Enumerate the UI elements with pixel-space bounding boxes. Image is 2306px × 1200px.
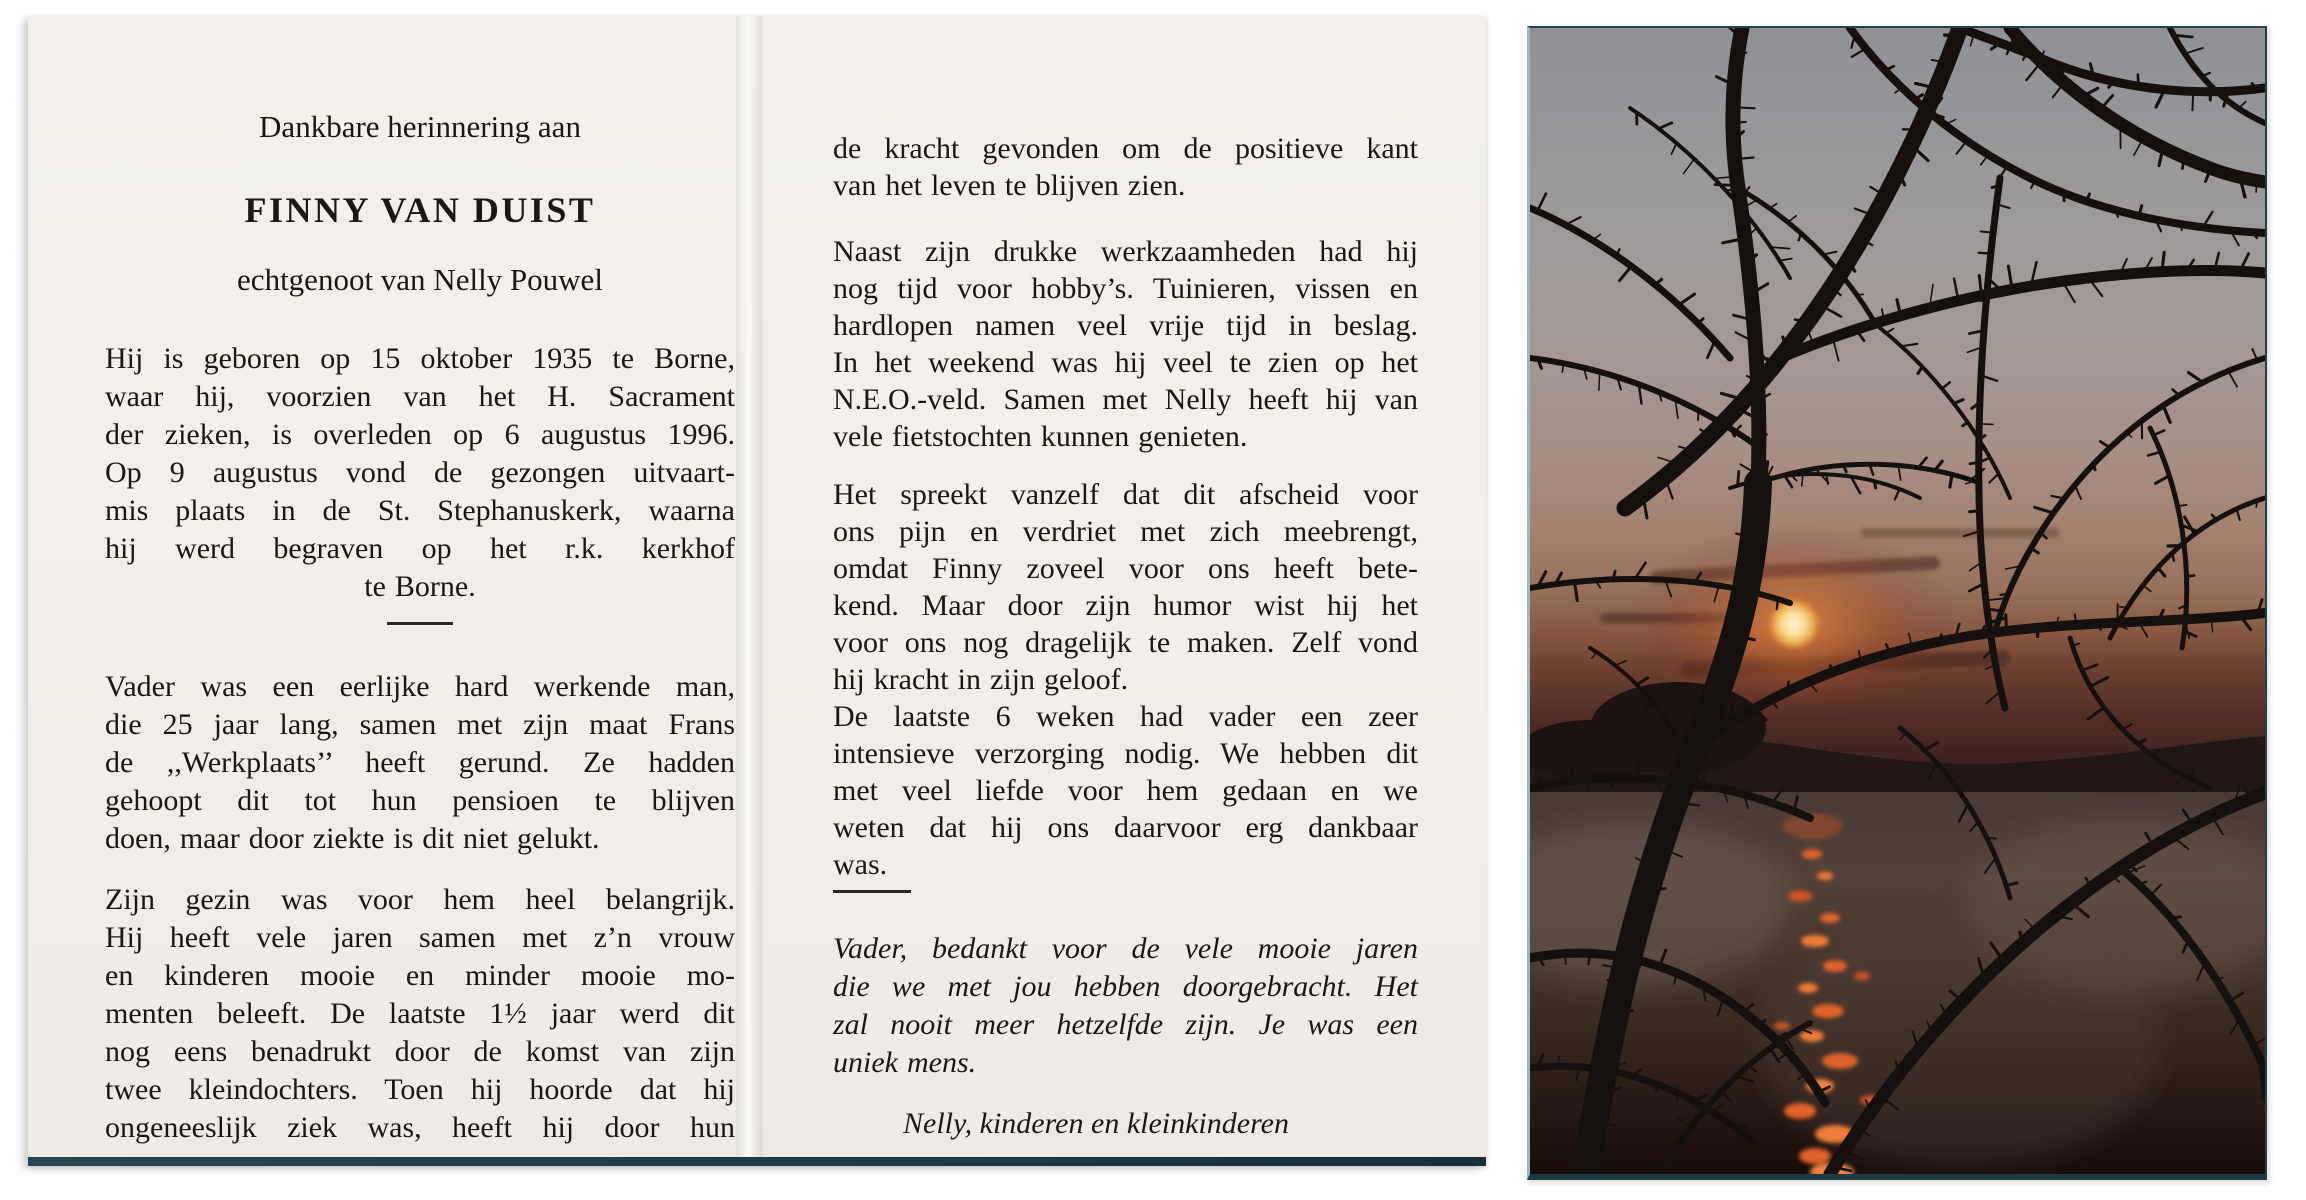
text-line: Op 9 augustus vond de gezongen uitvaart- xyxy=(105,456,735,489)
text-line: ongeneeslijk ziek was, heeft hij door hun xyxy=(105,1111,735,1144)
paragraph-strength xyxy=(833,130,1418,204)
text-line: menten beleeft. De laatste 1½ jaar werd dit xyxy=(105,997,735,1030)
text-line: N.E.O.-veld. Samen met Nelly heeft hij van xyxy=(833,383,1418,416)
divider xyxy=(387,622,453,625)
text-line: doen, maar door ziekte is dit niet gelukt. xyxy=(105,822,600,855)
text-line: met veel liefde voor hem gedaan en we xyxy=(833,774,1418,807)
text-line: hij kracht in zijn geloof. xyxy=(833,663,1129,696)
signature-line: Nelly, kinderen en kleinkinderen xyxy=(903,1107,1289,1140)
text-line: nog eens benadrukt door de komst van zijn xyxy=(105,1035,735,1068)
text-line: In het weekend was hij veel te zien op het xyxy=(833,346,1418,379)
text-line: die we met jou hebben doorgebracht. Het xyxy=(833,970,1418,1003)
text-line: ons pijn en verdriet met zich meebrengt, xyxy=(833,515,1418,548)
text-line: nog tijd voor hobby’s. Tuinieren, vissen en xyxy=(833,272,1418,305)
fold-crease xyxy=(736,16,764,1157)
text-line: voor ons nog dragelijk te maken. Zelf vond xyxy=(833,626,1418,659)
text-line: vele fietstochten kunnen genieten. xyxy=(833,420,1248,453)
thank-you-quote xyxy=(833,930,1418,1082)
text-line: gehoopt dit tot hun pensioen te blijven xyxy=(105,784,735,817)
text-line: intensieve verzorging nodig. We hebben dit xyxy=(833,737,1418,770)
text-line: die 25 jaar lang, samen met zijn maat Frans xyxy=(105,708,735,741)
text-line: kend. Maar door zijn humor wist hij het xyxy=(833,589,1418,622)
text-line: De laatste 6 weken had vader een zeer xyxy=(833,700,1418,733)
text-line: mis plaats in de St. Stephanuskerk, waarna xyxy=(105,494,735,527)
text-line: Vader, bedankt voor de vele mooie jaren xyxy=(833,932,1418,965)
paragraph-farewell xyxy=(833,476,1418,883)
text-line: hardlopen namen veel vrije tijd in beslag. xyxy=(833,309,1418,342)
text-line: Naast zijn drukke werkzaamheden had hij xyxy=(833,235,1418,268)
paragraph-hobbies xyxy=(833,233,1418,455)
text-line: twee kleindochters. Toen hij hoorde dat hij xyxy=(105,1073,735,1106)
text-line: Vader was een eerlijke hard werkende man, xyxy=(105,670,735,703)
memorial-card xyxy=(28,16,1486,1166)
text-line: hij werd begraven op het r.k. kerkhof xyxy=(105,532,735,565)
text-line: Zijn gezin was voor hem heel belangrijk. xyxy=(105,883,735,916)
text-line: uniek mens. xyxy=(833,1046,977,1079)
text-line: Hij is geboren op 15 oktober 1935 te Borne, xyxy=(105,342,735,375)
paragraph-family xyxy=(105,881,735,1147)
text-line: Hij heeft vele jaren samen met z’n vrouw xyxy=(105,921,735,954)
text-line: en kinderen mooie en minder mooie mo- xyxy=(105,959,735,992)
sun xyxy=(1768,598,1820,650)
paragraph-work xyxy=(105,668,735,858)
text-line: Het spreekt vanzelf dat dit afscheid voor xyxy=(833,478,1418,511)
text-line: der zieken, is overleden op 6 augustus 1996. xyxy=(105,418,735,451)
sunset-through-branches-image xyxy=(1530,28,2265,1174)
text-line: weten dat hij ons daarvoor erg dankbaar xyxy=(833,811,1418,844)
text-line: omdat Finny zoveel voor ons heeft bete- xyxy=(833,552,1418,585)
divider xyxy=(833,890,911,893)
text-line: was. xyxy=(833,848,888,881)
text-line: de kracht gevonden om de positieve kant xyxy=(833,132,1418,165)
text-line: waar hij, voorzien van het H. Sacrament xyxy=(105,380,735,413)
text-line: de ,,Werkplaats’’ heeft gerund. Ze hadden xyxy=(105,746,735,779)
text-line: te Borne. xyxy=(364,570,476,603)
sunset-photo xyxy=(1527,26,2267,1180)
deceased-name: FINNY VAN DUIST xyxy=(244,190,596,230)
text-line: van het leven te blijven zien. xyxy=(833,169,1186,202)
text-line: zal nooit meer hetzelfde zijn. Je was een xyxy=(833,1008,1418,1041)
paragraph-birth-death xyxy=(105,340,735,606)
relation-line: echtgenoot van Nelly Pouwel xyxy=(237,262,603,297)
intro-line: Dankbare herinnering aan xyxy=(259,109,581,144)
